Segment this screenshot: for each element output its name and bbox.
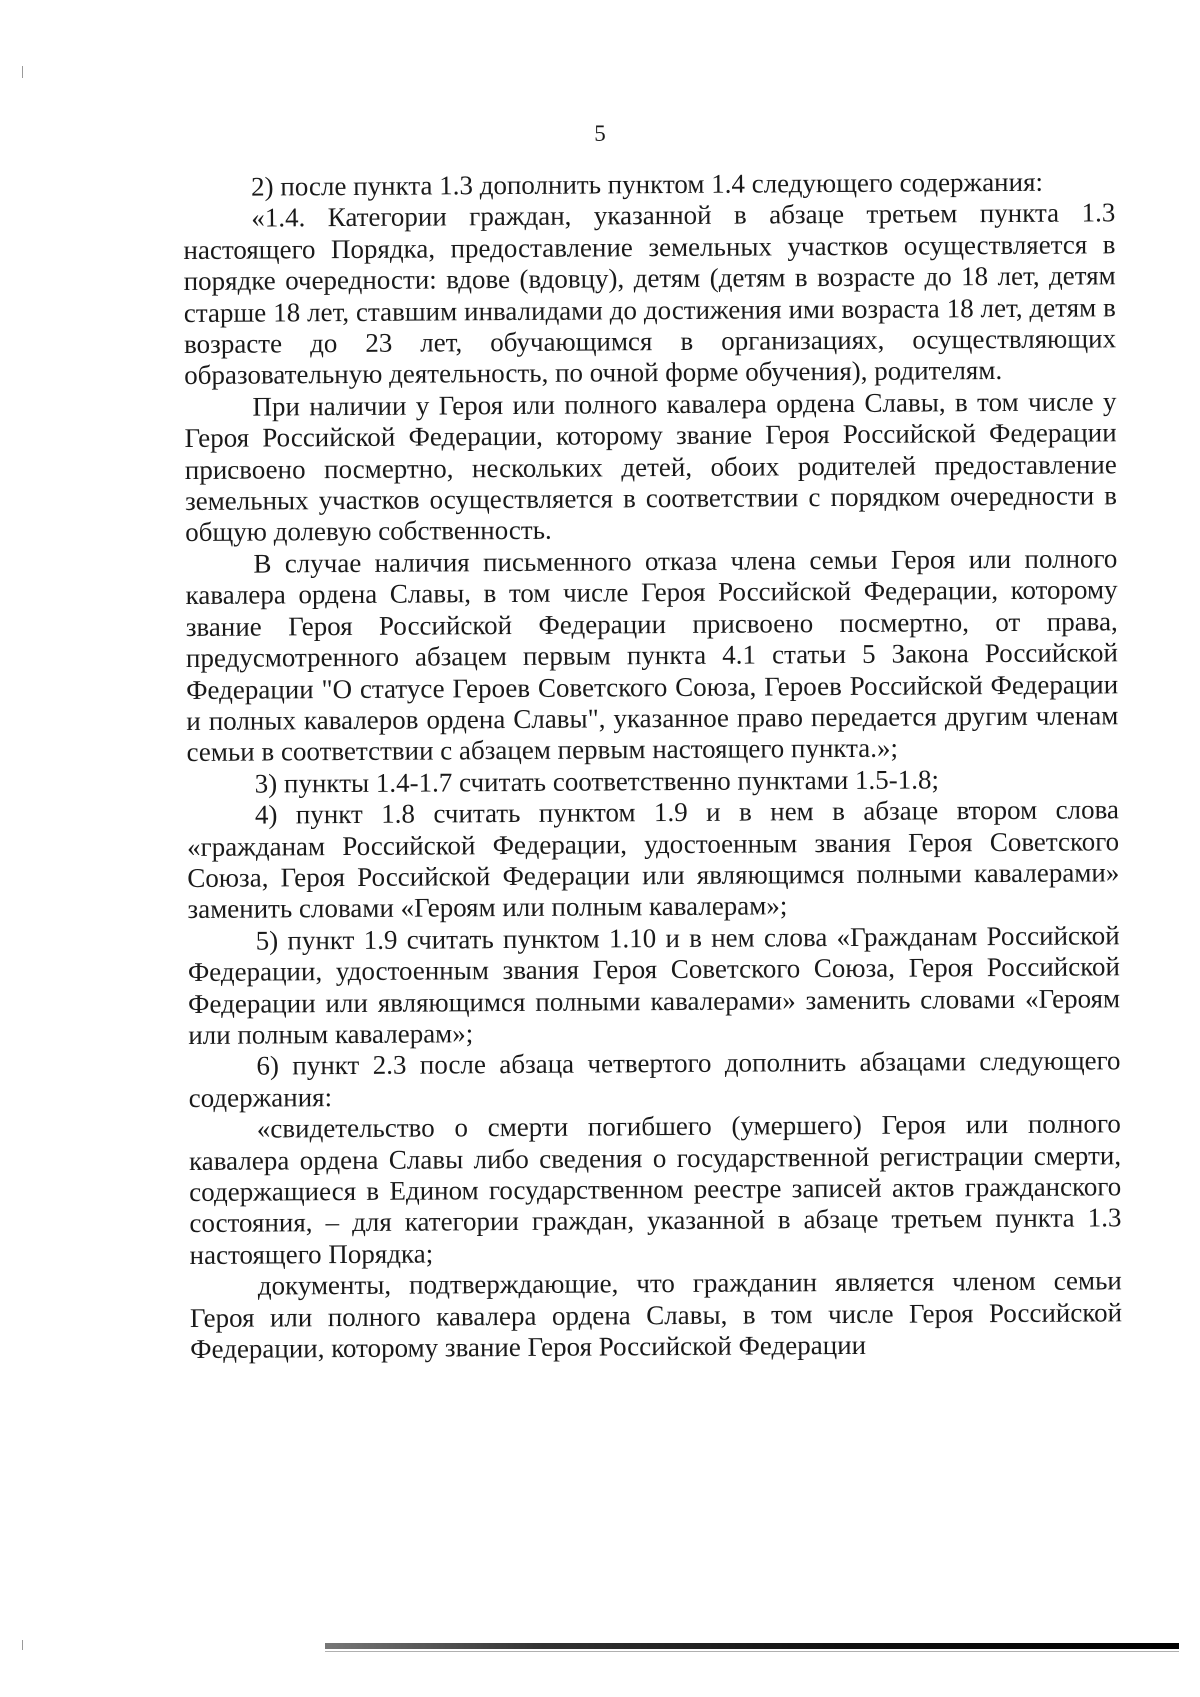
scan-margin-mark [22, 66, 23, 78]
document-body [183, 166, 1122, 1365]
paragraph: В случае наличия письменного отказа члена семьи Героя или полного кавалера ордена Славы, в том числе Героя Российской Федерации, которому звание Героя Российской Федерации присвоено посмертно, от права, предусмотренного абзацем первым пункта 4.1 статьи 5 Закона Российской Федерации "О статусе Героев Советского Союза, Героев Российской Федерации и полных кавалеров ордена Славы", указанное право передается другим членам семьи в соответствии с абзацем первым настоящего пункта.»; [185, 543, 1119, 768]
paragraph: 3) пункты 1.4-1.7 считать соответственно пунктами 1.5-1.8; [254, 764, 940, 799]
paragraph: 5) пункт 1.9 считать пунктом 1.10 и в нем слова «Гражданам Российской Федерации, удостоенным звания Героя Советского Союза, Героя Российской Федерации или являющимся полными кавалерами» заменить словами «Героям или полным кавалерам»; [187, 920, 1121, 1050]
bottom-rule-shadow [325, 1651, 1179, 1652]
paragraph: документы, подтверждающие, что гражданин является членом семьи Героя или полного кавалера ордена Славы, в том числе Героя Российской Федерации, которому звание Героя Российской Федерации [189, 1265, 1123, 1365]
paragraph: 4) пункт 1.8 считать пунктом 1.9 и в нем в абзаце втором слова «гражданам Российской Федерации, удостоенным звания Героя Советского Союза, Героя Российской Федерации или являющимся полными кавалерами» заменить словами «Героям или полным кавалерам»; [187, 794, 1120, 925]
paragraph: «1.4. Категории граждан, указанной в абзаце третьем пункта 1.3 настоящего Порядка, предоставление земельных участков осуществляется в порядке очередности: вдове (вдовцу), детям (детям в возрасте до 18 лет, детям старше 18 лет, ставшим инвалидами до достижения ими возраста 18 лет, детям в возрасте до 23 лет, обучающимся в организациях, осуществляющих образовательную деятельность, по очной форме обучения), родителям. [183, 197, 1117, 391]
page-number: 5 [594, 121, 606, 146]
bottom-rule [325, 1643, 1179, 1649]
paragraph: 2) после пункта 1.3 дополнить пунктом 1.4 следующего содержания: [250, 166, 1044, 202]
scan-margin-mark [22, 1640, 23, 1650]
paragraph: 6) пункт 2.3 после абзаца четвертого дополнить абзацами следующего содержания: [188, 1045, 1121, 1113]
paragraph: «свидетельство о смерти погибшего (умершего) Героя или полного кавалера ордена Славы либо сведения о государственной регистрации смерти, содержащиеся в Едином государственном реестре записей актов гражданского состояния, – для категории граждан, указанной в абзаце третьем пункта 1.3 настоящего Порядка; [188, 1108, 1122, 1270]
paragraph: При наличии у Героя или полного кавалера ордена Славы, в том числе у Героя Российской Федерации, которому звание Героя Российской Федерации присвоено посмертно, нескольких детей, обоих родителей предоставление земельных участков осуществляется в соответствии с порядком очередности в общую долевую собственность. [184, 386, 1118, 548]
